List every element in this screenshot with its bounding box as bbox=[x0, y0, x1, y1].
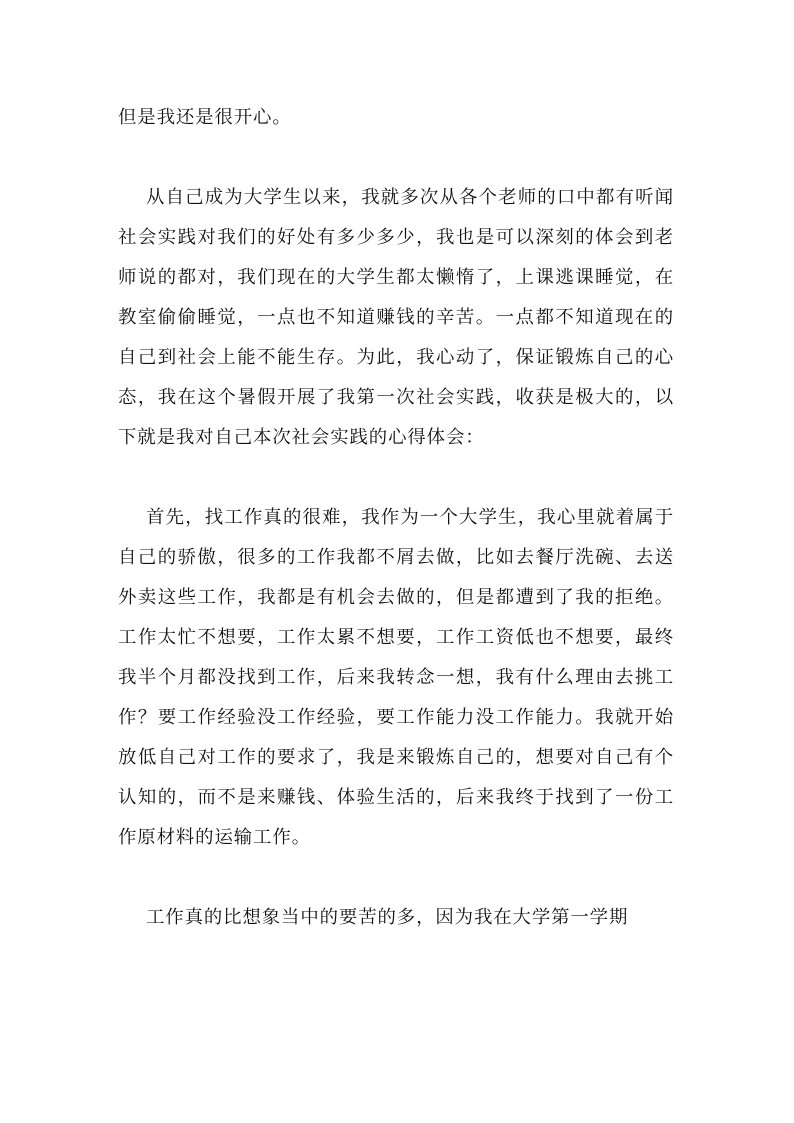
paragraph-4: 工作真的比想象当中的要苦的多，因为我在大学第一学期 bbox=[146, 907, 629, 928]
paragraph-spacer bbox=[118, 458, 674, 498]
document-body bbox=[118, 98, 674, 938]
paragraph-3: 首先，找工作真的很难，我作为一个大学生，我心里就着属于自己的骄傲，很多的工作我都不屑去做，比如去餐厅洗碗、去送外卖这些工作，我都是有机会去做的，但是都遭到了我的拒绝。工作太忙不想要，工作太累不想要，工作工资低也不想要，最终我半个月都没找到工作，后来我转念一想，我有什么理由去挑工作？要工作经验没工作经验，要工作能力没工作能力。我就开始放低自己对工作的要求了，我是来锻炼自己的，想要对自己有个认知的，而不是来赚钱、体验生活的，后来我终于找到了一份工作原材料的运输工作。 bbox=[118, 507, 674, 848]
paragraph-1: 但是我还是很开心。 bbox=[118, 107, 292, 128]
paragraph-2: 从自己成为大学生以来，我就多次从各个老师的口中都有听闻社会实践对我们的好处有多少多少，我也是可以深刻的体会到老师说的都对，我们现在的大学生都太懒惰了，上课逃课睡觉，在教室偷偷睡觉，一点也不知道赚钱的辛苦。一点都不知道现在的自己到社会上能不能生存。为此，我心动了，保证锻炼自己的心态，我在这个暑假开展了我第一次社会实践，收获是极大的，以下就是我对自己本次社会实践的心得体会： bbox=[118, 187, 674, 448]
paragraph-spacer bbox=[118, 858, 674, 898]
paragraph-spacer bbox=[118, 138, 674, 178]
